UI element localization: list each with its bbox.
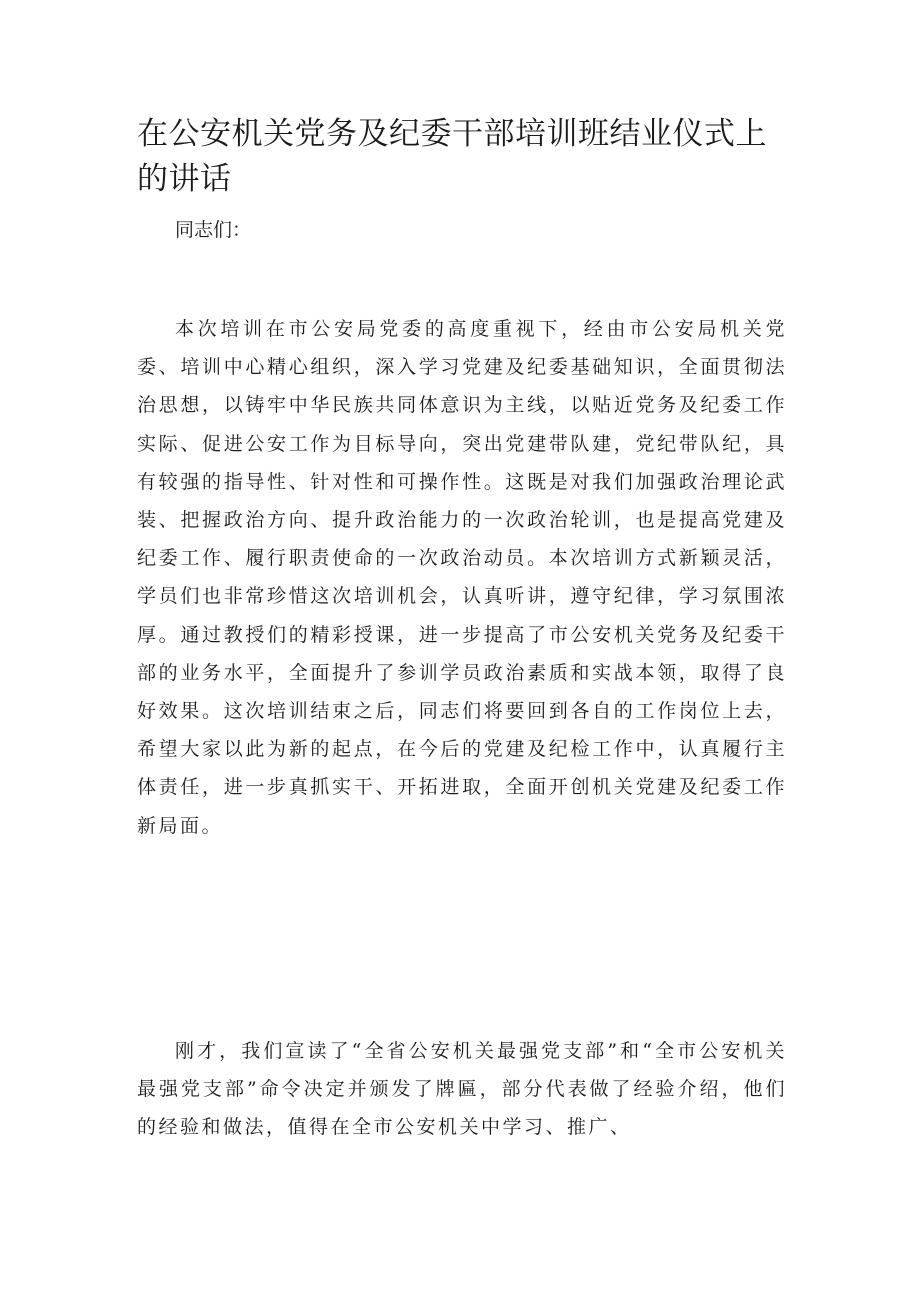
- body-paragraph-2: 刚才，我们宣读了“全省公安机关最强党支部”和“全市公安机关最强党支部”命令决定并颁发了牌匾，部分代表做了经验介绍，他们的经验和做法，值得在全市公安机关中学习、推广、: [137, 1040, 787, 1139]
- document-title: 在公安机关党务及纪委干部培训班结业仪式上的讲话: [137, 116, 767, 197]
- salutation: 同志们：: [175, 219, 252, 241]
- body-paragraph-1: 本次培训在市公安局党委的高度重视下，经由市公安局机关党委、培训中心精心组织，深入学习党建及纪委基础知识，全面贯彻法治思想，以铸牢中华民族共同体意识为主线，以贴近党务及纪委工作实际、促进公安工作为目标导向，突出党建带队建，党纪带队纪，具有较强的指导性、针对性和可操作性。这既是对我们加强政治理论武装、把握政治方向、提升政治能力的一次政治轮训，也是提高党建及纪委工作、履行职责使命的一次政治动员。本次培训方式新颖灵活，学员们也非常珍惜这次培训机会，认真听讲，遵守纪律，学习氛围浓厚。通过教授们的精彩授课，进一步提高了市公安机关党务及纪委干部的业务水平，全面提升了参训学员政治素质和实战本领，取得了良好效果。这次培训结束之后，同志们将要回到各自的工作岗位上去，希望大家以此为新的起点，在今后的党建及纪检工作中，认真履行主体责任，进一步真抓实干、开拓进取，全面开创机关党建及纪委工作新局面。: [137, 318, 787, 837]
